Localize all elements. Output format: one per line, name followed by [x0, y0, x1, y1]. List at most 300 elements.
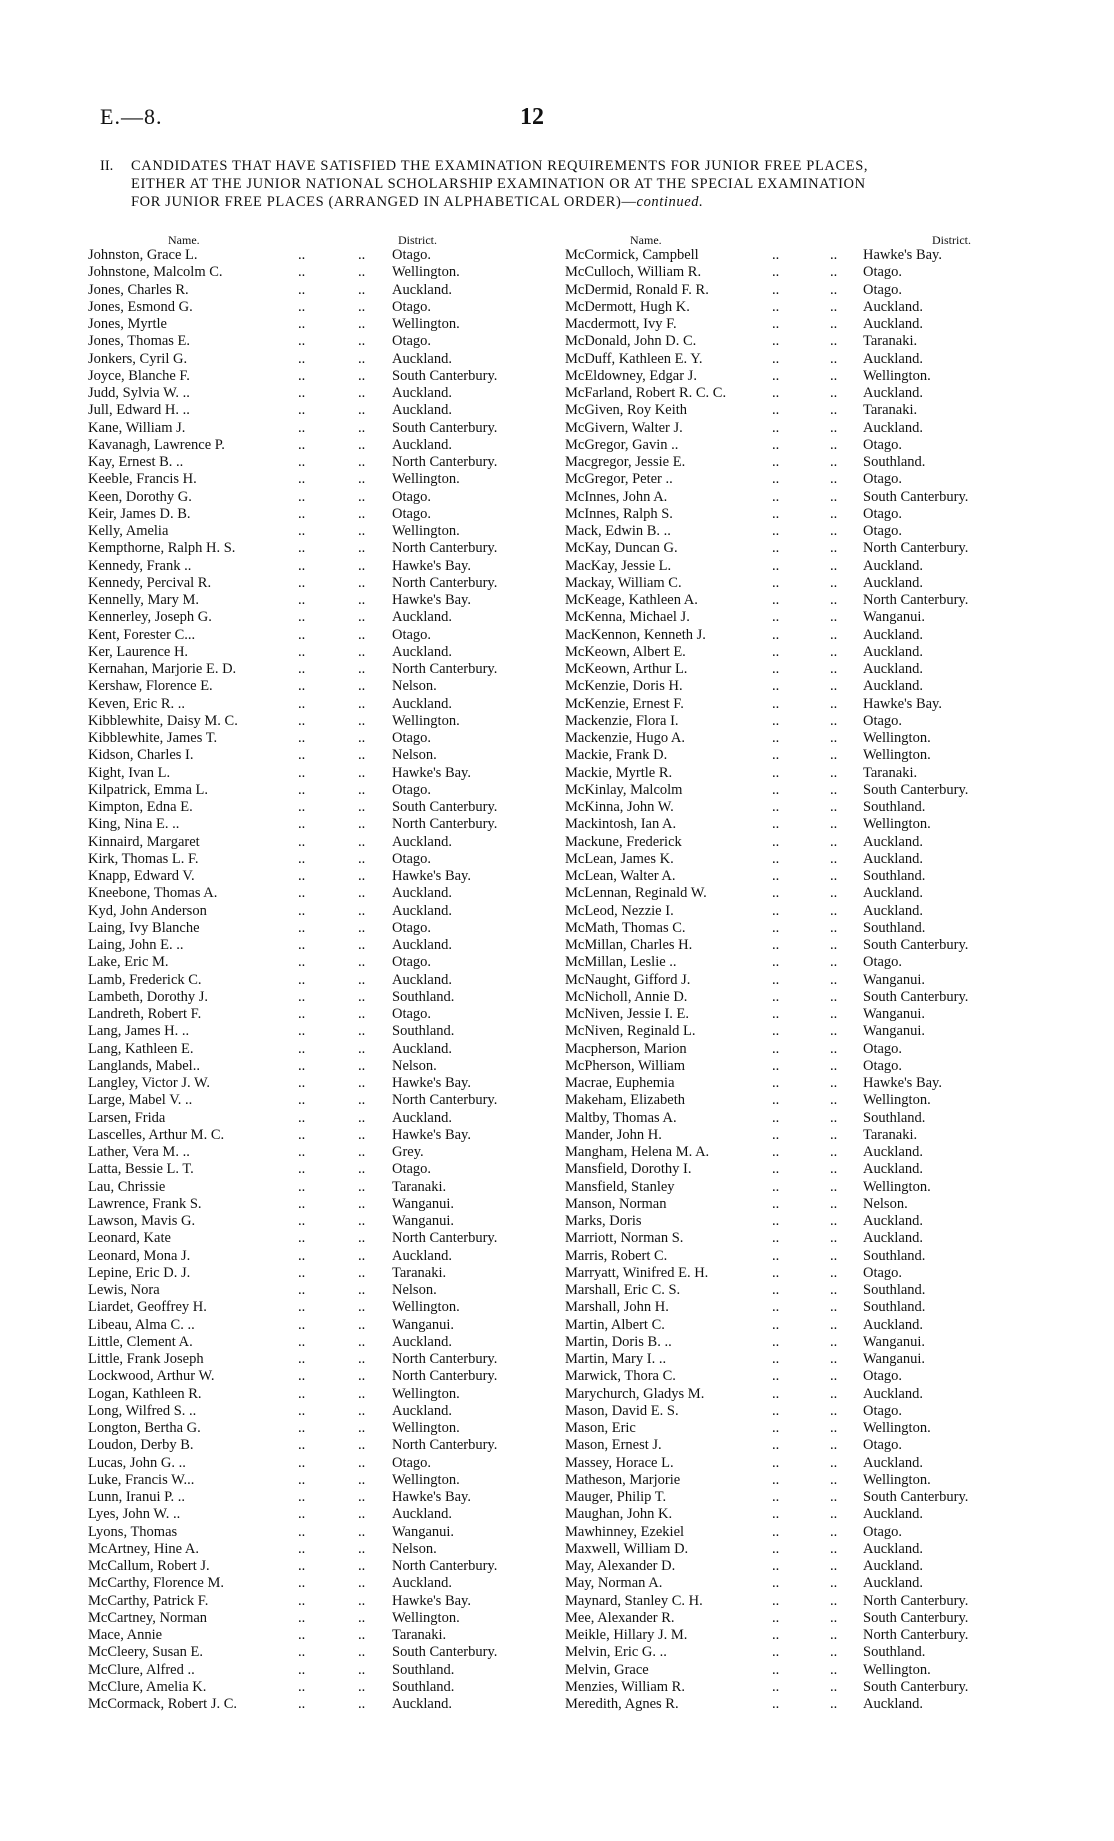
candidate-name: Landreth, Robert F.	[88, 1006, 202, 1022]
candidate-row	[88, 903, 548, 920]
candidate-row	[88, 471, 548, 488]
candidate-name: Meikle, Hillary J. M.	[565, 1627, 688, 1643]
candidate-district: Auckland.	[863, 1540, 923, 1557]
candidate-district: Nelson.	[392, 747, 437, 764]
candidate-name: Kimpton, Edna E.	[88, 799, 193, 815]
candidate-name: Kennedy, Frank ..	[88, 557, 192, 574]
candidate-row	[565, 454, 1035, 471]
leader-dots: ..	[298, 609, 306, 626]
leader-dots: ..	[358, 454, 366, 470]
leader-dots: ..	[298, 730, 306, 746]
leader-dots: ..	[298, 954, 306, 971]
leader-dots: ..	[298, 816, 306, 833]
leader-dots: ..	[358, 695, 366, 712]
candidate-district: Wanganui.	[392, 1213, 455, 1229]
candidate-row	[565, 1179, 1035, 1196]
leader-dots: ..	[772, 436, 780, 453]
candidate-name: McNiven, Reginald L.	[565, 1023, 696, 1040]
candidate-district: South Canterbury.	[863, 1609, 969, 1626]
leader-dots: ..	[830, 885, 838, 902]
candidate-district: Wellington.	[392, 316, 460, 332]
candidate-district: Wellington.	[392, 1420, 460, 1436]
candidate-district: Wellington.	[863, 1092, 931, 1109]
candidate-name: McKenna, Michael J.	[565, 609, 690, 626]
candidate-district: Auckland.	[392, 902, 452, 919]
candidate-row	[88, 1386, 548, 1403]
candidate-name: Little, Clement A.	[88, 1333, 193, 1350]
leader-dots: ..	[358, 1075, 366, 1091]
candidate-row	[565, 1230, 1035, 1247]
leader-dots: ..	[772, 1627, 780, 1643]
leader-dots: ..	[298, 264, 306, 281]
candidate-district: Wellington.	[392, 1609, 460, 1626]
candidate-row	[565, 558, 1035, 575]
candidate-name: Martin, Albert C.	[565, 1316, 665, 1333]
leader-dots: ..	[298, 833, 306, 850]
candidate-district: Wanganui.	[392, 1195, 455, 1212]
candidate-row	[88, 1627, 548, 1644]
candidate-name: Mangham, Helena M. A.	[565, 1144, 710, 1160]
candidate-district: Auckland.	[392, 1402, 452, 1419]
candidate-name: Large, Mabel V. ..	[88, 1092, 193, 1109]
leader-dots: ..	[772, 1437, 780, 1454]
candidate-name: Lawrence, Frank S.	[88, 1195, 202, 1212]
candidate-name: Judd, Sylvia W. ..	[88, 385, 190, 401]
leader-dots: ..	[772, 1213, 780, 1229]
candidate-district: North Canterbury.	[392, 816, 498, 833]
candidate-district: Auckland.	[863, 885, 923, 902]
candidate-name: Melvin, Eric G. ..	[565, 1644, 667, 1661]
leader-dots: ..	[358, 1282, 366, 1298]
leader-dots: ..	[772, 730, 780, 746]
leader-dots: ..	[358, 1316, 366, 1333]
leader-dots: ..	[772, 298, 780, 315]
leader-dots: ..	[830, 557, 838, 574]
leader-dots: ..	[358, 1575, 366, 1592]
leader-dots: ..	[830, 592, 838, 608]
leader-dots: ..	[830, 712, 838, 729]
candidate-name: Kidson, Charles I.	[88, 747, 194, 764]
leader-dots: ..	[772, 557, 780, 574]
candidate-district: Otago.	[863, 1523, 903, 1540]
candidate-name: Marryatt, Winifred E. H.	[565, 1264, 709, 1281]
page-reference: E.—8.	[100, 104, 163, 129]
candidate-district: Auckland.	[863, 626, 923, 643]
candidate-name: Marychurch, Gladys M.	[565, 1385, 705, 1402]
candidate-district: Taranaki.	[863, 333, 918, 350]
leader-dots: ..	[298, 1696, 306, 1712]
leader-dots: ..	[358, 988, 366, 1005]
candidate-row	[88, 1317, 548, 1334]
candidate-name: McInnes, John A.	[565, 488, 668, 505]
candidate-district: Otago.	[392, 333, 432, 350]
leader-dots: ..	[298, 1644, 306, 1661]
candidate-row	[565, 661, 1035, 678]
candidate-name: Makeham, Elizabeth	[565, 1092, 685, 1109]
leader-dots: ..	[830, 471, 838, 488]
candidate-row	[88, 1041, 548, 1058]
candidate-district: Wellington.	[863, 730, 931, 746]
candidate-district: Otago.	[392, 954, 432, 971]
candidate-district: Hawke's Bay.	[392, 1489, 471, 1505]
candidate-name: Leonard, Kate	[88, 1230, 171, 1247]
candidate-row	[88, 1679, 548, 1696]
candidate-row	[88, 351, 548, 368]
leader-dots: ..	[358, 350, 366, 367]
candidate-name: Mason, David E. S.	[565, 1402, 679, 1419]
candidate-name: Mander, John H.	[565, 1126, 662, 1143]
candidate-row	[565, 1541, 1035, 1558]
candidate-row	[565, 696, 1035, 713]
candidate-district: Otago.	[863, 1040, 903, 1057]
candidate-district: Otago.	[392, 488, 432, 505]
candidate-name: Melvin, Grace	[565, 1661, 649, 1678]
leader-dots: ..	[358, 730, 366, 746]
leader-dots: ..	[830, 937, 838, 953]
leader-dots: ..	[298, 1230, 306, 1247]
leader-dots: ..	[298, 523, 306, 539]
leader-dots: ..	[358, 1644, 366, 1661]
leader-dots: ..	[830, 1264, 838, 1281]
candidate-list-left	[88, 247, 548, 1713]
leader-dots: ..	[358, 919, 366, 936]
candidate-row	[565, 1506, 1035, 1523]
candidate-name: Kernahan, Marjorie E. D.	[88, 661, 237, 677]
leader-dots: ..	[772, 1351, 780, 1367]
candidate-name: Loudon, Derby B.	[88, 1437, 194, 1454]
candidate-district: Wellington.	[392, 712, 460, 729]
leader-dots: ..	[298, 1627, 306, 1643]
leader-dots: ..	[298, 1368, 306, 1385]
leader-dots: ..	[298, 1057, 306, 1074]
candidate-row	[88, 1403, 548, 1420]
leader-dots: ..	[830, 574, 838, 591]
candidate-district: South Canterbury.	[392, 367, 498, 384]
candidate-row	[565, 799, 1035, 816]
leader-dots: ..	[358, 1264, 366, 1281]
leader-dots: ..	[772, 1316, 780, 1333]
candidate-district: Wanganui.	[863, 1333, 926, 1350]
leader-dots: ..	[358, 523, 366, 539]
leader-dots: ..	[772, 1178, 780, 1195]
leader-dots: ..	[358, 1385, 366, 1402]
candidate-district: Otago.	[392, 781, 432, 798]
candidate-name: Mansfield, Dorothy I.	[565, 1161, 692, 1178]
candidate-district: Auckland.	[863, 1506, 923, 1523]
candidate-row	[565, 972, 1035, 989]
candidate-row	[88, 1593, 548, 1610]
candidate-row	[565, 1092, 1035, 1109]
leader-dots: ..	[358, 1333, 366, 1350]
leader-dots: ..	[298, 281, 306, 298]
leader-dots: ..	[298, 1592, 306, 1609]
candidate-name: Macgregor, Jessie E.	[565, 454, 686, 470]
candidate-district: South Canterbury.	[863, 488, 969, 505]
leader-dots: ..	[772, 643, 780, 660]
leader-dots: ..	[772, 1558, 780, 1574]
candidate-name: Keir, James D. B.	[88, 505, 191, 522]
candidate-name: McKeown, Albert E.	[565, 643, 686, 660]
leader-dots: ..	[772, 919, 780, 936]
leader-dots: ..	[772, 1454, 780, 1471]
candidate-name: Lunn, Iranui P. ..	[88, 1489, 186, 1505]
candidate-district: Otago.	[392, 1454, 432, 1471]
candidate-name: Lang, James H. ..	[88, 1023, 190, 1040]
leader-dots: ..	[298, 1075, 306, 1091]
candidate-name: Martin, Mary I. ..	[565, 1351, 667, 1367]
leader-dots: ..	[298, 626, 306, 643]
leader-dots: ..	[358, 609, 366, 626]
candidate-district: Otago.	[392, 919, 432, 936]
candidate-district: Auckland.	[392, 402, 452, 419]
leader-dots: ..	[358, 1247, 366, 1264]
leader-dots: ..	[298, 1178, 306, 1195]
leader-dots: ..	[298, 1506, 306, 1523]
candidate-row	[88, 1282, 548, 1299]
leader-dots: ..	[358, 367, 366, 384]
candidate-row	[88, 782, 548, 799]
leader-dots: ..	[298, 1109, 306, 1126]
candidate-row	[565, 264, 1035, 281]
candidate-row	[88, 678, 548, 695]
candidate-district: Hawke's Bay.	[863, 1075, 942, 1091]
candidate-name: Kilpatrick, Emma L.	[88, 781, 208, 798]
candidate-district: Otago.	[392, 298, 432, 315]
candidate-name: Mackenzie, Hugo A.	[565, 730, 685, 746]
leader-dots: ..	[830, 1437, 838, 1454]
leader-dots: ..	[358, 1609, 366, 1626]
leader-dots: ..	[358, 1558, 366, 1574]
leader-dots: ..	[772, 1385, 780, 1402]
candidate-district: Auckland.	[863, 833, 923, 850]
candidate-district: Southland.	[863, 1247, 926, 1264]
leader-dots: ..	[772, 1575, 780, 1592]
leader-dots: ..	[358, 1230, 366, 1247]
candidate-district: Wellington.	[863, 747, 931, 764]
candidate-row	[565, 247, 1035, 264]
leader-dots: ..	[830, 1368, 838, 1385]
candidate-name: McGregor, Peter ..	[565, 471, 673, 488]
leader-dots: ..	[298, 592, 306, 608]
candidate-name: MacKay, Jessie L.	[565, 557, 672, 574]
leader-dots: ..	[298, 1540, 306, 1557]
leader-dots: ..	[358, 799, 366, 815]
leader-dots: ..	[830, 1627, 838, 1643]
candidate-district: Grey.	[392, 1144, 424, 1160]
leader-dots: ..	[830, 264, 838, 281]
leader-dots: ..	[358, 574, 366, 591]
leader-dots: ..	[298, 988, 306, 1005]
candidate-row	[88, 489, 548, 506]
candidate-district: North Canterbury.	[392, 574, 498, 591]
candidate-name: Mackay, William C.	[565, 574, 682, 591]
leader-dots: ..	[358, 954, 366, 971]
leader-dots: ..	[298, 937, 306, 953]
leader-dots: ..	[830, 764, 838, 781]
leader-dots: ..	[358, 1368, 366, 1385]
leader-dots: ..	[830, 1299, 838, 1316]
candidate-district: North Canterbury.	[863, 592, 969, 608]
candidate-name: McGregor, Gavin ..	[565, 436, 679, 453]
candidate-district: Hawke's Bay.	[392, 1592, 471, 1609]
candidate-district: Southland.	[392, 1023, 455, 1040]
leader-dots: ..	[298, 436, 306, 453]
leader-dots: ..	[358, 885, 366, 902]
candidate-district: North Canterbury.	[392, 1437, 498, 1454]
candidate-name: McDonald, John D. C.	[565, 333, 697, 350]
candidate-name: Kennelly, Mary M.	[88, 592, 200, 608]
candidate-row	[88, 1023, 548, 1040]
candidate-district: Southland.	[392, 1661, 455, 1678]
candidate-name: Jones, Charles R.	[88, 281, 189, 298]
candidate-row	[88, 816, 548, 833]
candidate-name: Jonkers, Cyril G.	[88, 350, 188, 367]
leader-dots: ..	[830, 1575, 838, 1592]
candidate-row	[565, 1110, 1035, 1127]
candidate-row	[565, 1593, 1035, 1610]
candidate-row	[565, 989, 1035, 1006]
candidate-district: North Canterbury.	[392, 1092, 498, 1109]
section-heading-line-2: EITHER AT THE JUNIOR NATIONAL SCHOLARSHIP EXAMINATION OR AT THE SPECIAL EXAMINATION	[131, 176, 866, 192]
section-heading-line-1: CANDIDATES THAT HAVE SATISFIED THE EXAMINATION REQUIREMENTS FOR JUNIOR FREE PLACES,	[131, 158, 869, 174]
candidate-district: North Canterbury.	[392, 661, 498, 677]
candidate-row	[565, 437, 1035, 454]
leader-dots: ..	[830, 419, 838, 436]
leader-dots: ..	[772, 799, 780, 815]
candidate-district: South Canterbury.	[863, 988, 969, 1005]
candidate-row	[565, 920, 1035, 937]
candidate-row	[88, 1506, 548, 1523]
candidate-name: Kinnaird, Margaret	[88, 833, 200, 850]
candidate-row	[565, 1282, 1035, 1299]
candidate-name: Lake, Eric M.	[88, 954, 169, 971]
leader-dots: ..	[358, 902, 366, 919]
candidate-name: McDermott, Hugh K.	[565, 298, 690, 315]
candidate-district: Otago.	[392, 730, 432, 746]
leader-dots: ..	[358, 557, 366, 574]
candidate-row	[88, 799, 548, 816]
candidate-name: Lambeth, Dorothy J.	[88, 988, 209, 1005]
leader-dots: ..	[830, 1213, 838, 1229]
candidate-name: Kershaw, Florence E.	[88, 678, 213, 695]
candidate-name: Martin, Doris B. ..	[565, 1333, 672, 1350]
candidate-row	[565, 1472, 1035, 1489]
candidate-row	[88, 885, 548, 902]
candidate-name: McPherson, William	[565, 1057, 685, 1074]
candidate-row	[88, 851, 548, 868]
candidate-row	[565, 851, 1035, 868]
leader-dots: ..	[358, 1092, 366, 1109]
candidate-district: Auckland.	[863, 385, 923, 401]
section-numeral: II.	[100, 158, 114, 174]
candidate-row	[565, 575, 1035, 592]
leader-dots: ..	[772, 1075, 780, 1091]
candidate-district: Auckland.	[392, 643, 452, 660]
candidate-row	[565, 1489, 1035, 1506]
leader-dots: ..	[772, 1506, 780, 1523]
candidate-name: Lyes, John W. ..	[88, 1506, 181, 1523]
candidate-row	[565, 506, 1035, 523]
candidate-name: Little, Frank Joseph	[88, 1351, 204, 1367]
leader-dots: ..	[298, 799, 306, 815]
leader-dots: ..	[358, 833, 366, 850]
candidate-name: Kay, Ernest B. ..	[88, 454, 184, 470]
candidate-name: McInnes, Ralph S.	[565, 505, 673, 522]
candidate-row	[565, 713, 1035, 730]
candidate-name: Mason, Eric	[565, 1420, 636, 1436]
candidate-row	[565, 1455, 1035, 1472]
candidate-district: Auckland.	[863, 419, 923, 436]
leader-dots: ..	[830, 1644, 838, 1661]
leader-dots: ..	[772, 1609, 780, 1626]
candidate-name: Mee, Alexander R.	[565, 1609, 675, 1626]
candidate-district: Wellington.	[863, 1420, 931, 1436]
candidate-row	[88, 282, 548, 299]
candidate-row	[88, 506, 548, 523]
candidate-district: Wellington.	[392, 264, 460, 281]
candidate-district: Auckland.	[863, 316, 923, 332]
leader-dots: ..	[830, 1558, 838, 1574]
candidate-name: McGiven, Roy Keith	[565, 402, 688, 419]
candidate-district: Auckland.	[392, 1040, 452, 1057]
candidate-name: Menzies, William R.	[565, 1678, 685, 1695]
candidate-district: Auckland.	[392, 1696, 452, 1712]
leader-dots: ..	[830, 919, 838, 936]
leader-dots: ..	[298, 1523, 306, 1540]
candidate-name: May, Norman A.	[565, 1575, 663, 1592]
candidate-row	[88, 1541, 548, 1558]
leader-dots: ..	[298, 247, 306, 263]
leader-dots: ..	[358, 1678, 366, 1695]
leader-dots: ..	[358, 764, 366, 781]
leader-dots: ..	[772, 1523, 780, 1540]
candidate-name: Mackintosh, Ian A.	[565, 816, 677, 833]
leader-dots: ..	[830, 1282, 838, 1298]
candidate-district: Wellington.	[863, 367, 931, 384]
leader-dots: ..	[358, 747, 366, 764]
candidate-district: Auckland.	[392, 1333, 452, 1350]
leader-dots: ..	[358, 626, 366, 643]
candidate-district: Auckland.	[863, 661, 923, 677]
candidate-name: McKeage, Kathleen A.	[565, 592, 698, 608]
candidate-row	[88, 1558, 548, 1575]
candidate-district: Wanganui.	[392, 1523, 455, 1540]
candidate-row	[88, 1006, 548, 1023]
candidate-row	[88, 1075, 548, 1092]
candidate-district: Otago.	[863, 436, 903, 453]
candidate-name: McCormick, Campbell	[565, 247, 699, 263]
candidate-district: Hawke's Bay.	[392, 1075, 471, 1091]
candidate-name: Mackune, Frederick	[565, 833, 682, 850]
candidate-row	[88, 299, 548, 316]
candidate-name: McLean, Walter A.	[565, 868, 676, 884]
candidate-district: Auckland.	[392, 1109, 452, 1126]
leader-dots: ..	[358, 1057, 366, 1074]
leader-dots: ..	[830, 1109, 838, 1126]
leader-dots: ..	[298, 1351, 306, 1367]
candidate-name: Joyce, Blanche F.	[88, 367, 190, 384]
candidate-row	[88, 1662, 548, 1679]
leader-dots: ..	[830, 1523, 838, 1540]
leader-dots: ..	[830, 350, 838, 367]
leader-dots: ..	[830, 1661, 838, 1678]
leader-dots: ..	[298, 1420, 306, 1436]
candidate-name: McMath, Thomas C.	[565, 919, 686, 936]
candidate-district: Otago.	[863, 264, 903, 281]
candidate-district: Wellington.	[392, 1471, 460, 1488]
candidate-name: McCarthy, Patrick F.	[88, 1592, 209, 1609]
candidate-row	[88, 1248, 548, 1265]
